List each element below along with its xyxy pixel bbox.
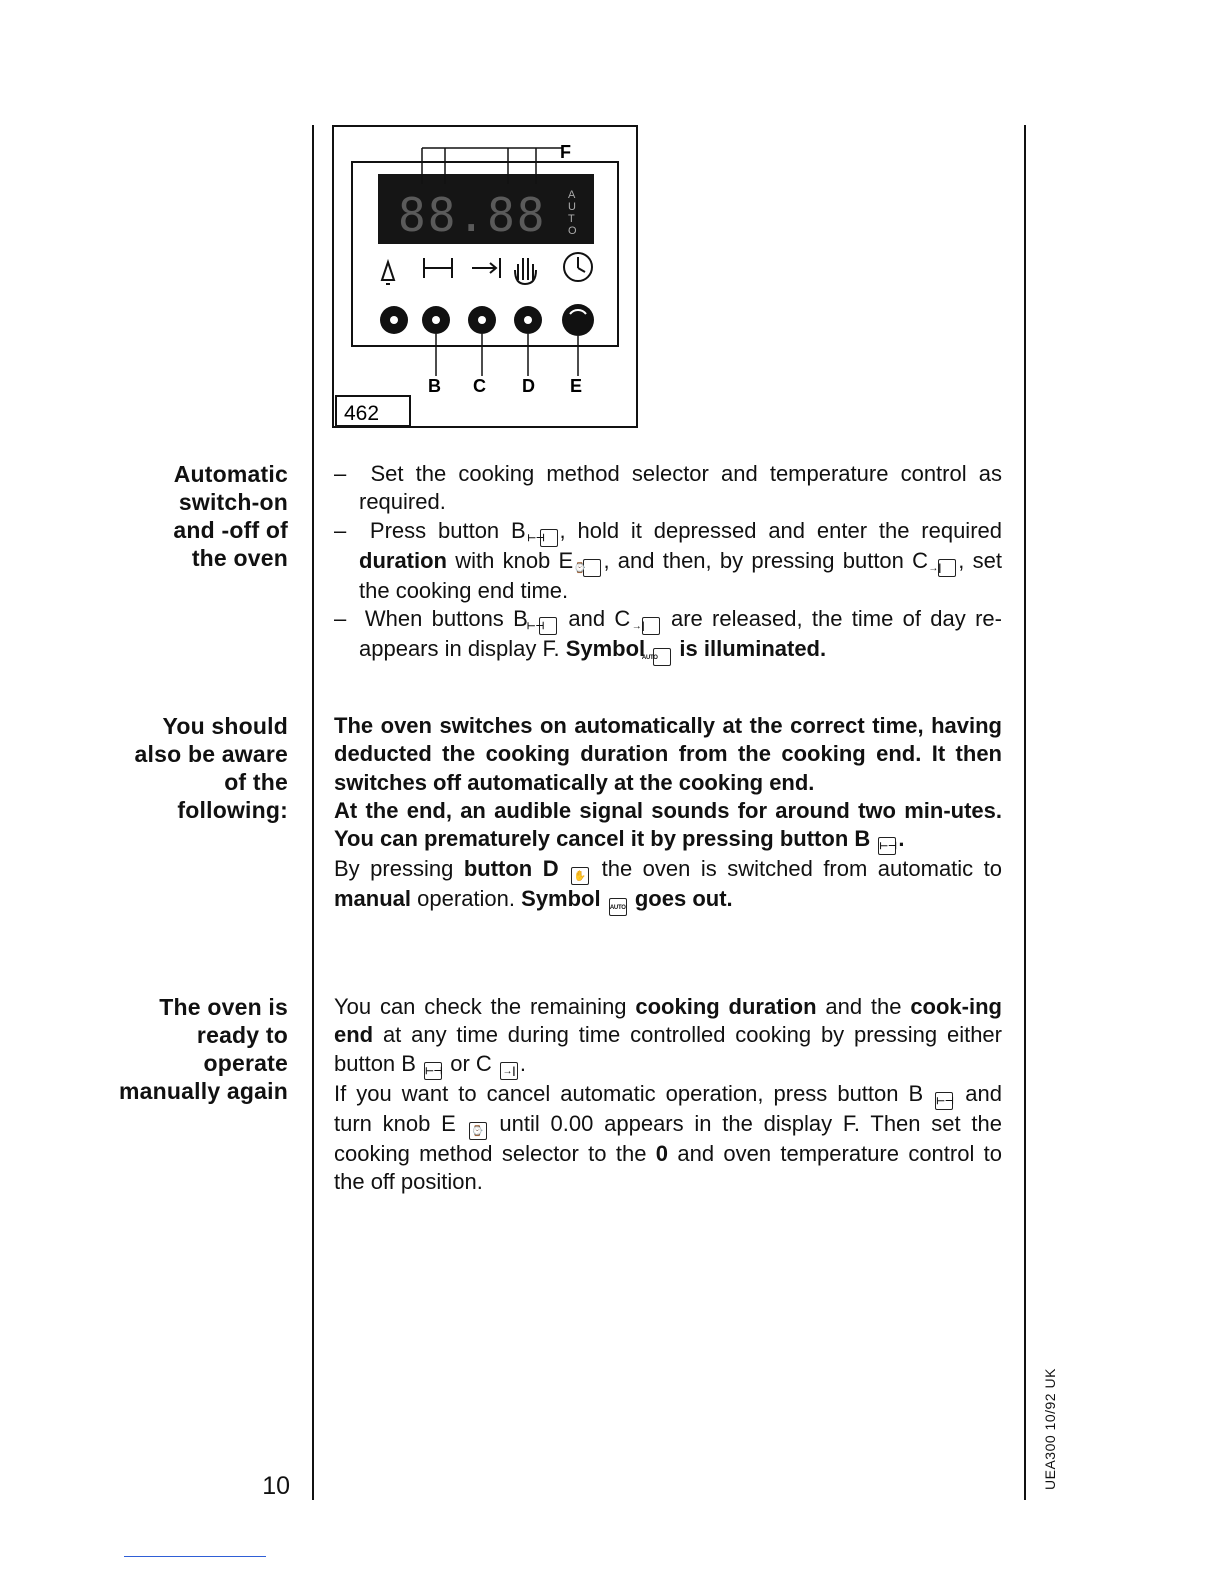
duration-icon: ⊢⊣ (424, 1062, 442, 1080)
duration-icon: ⊢⊣ (540, 529, 558, 547)
text-span: , set the cooking end time. (359, 547, 1002, 603)
heading-line: also be aware (134, 741, 288, 767)
paragraph-auto-switch: The oven switches on automatically at the correct time, having deducted the cooking duration from the cooking end. It then switches off automatically at the cooking end. (334, 713, 1002, 795)
section-aware-body (334, 712, 1002, 916)
text-span: When buttons B (364, 605, 528, 631)
bullet-1-text: Set the cooking method selector and temperature control as required. (359, 461, 1002, 515)
end-time-icon: →| (938, 559, 956, 577)
text-span: is illuminated. (679, 635, 827, 661)
text-span: manual (334, 886, 412, 912)
auto-letter-o: O (568, 225, 577, 237)
heading-line: and -off of (173, 517, 288, 543)
text-span: and C (568, 605, 631, 631)
label-c: C (473, 376, 486, 396)
text-span: You can check the remaining (334, 994, 627, 1019)
heading-you-should-be-aware (60, 712, 288, 824)
text-span: and the (825, 994, 902, 1019)
heading-line: Automatic (173, 461, 288, 487)
bullet-1: – Set the cooking method selector and temperature control as required. (334, 461, 1002, 515)
text-span: duration (359, 547, 447, 573)
text-span: By pressing (334, 856, 454, 882)
text-span: and oven temperature control to the off position. (334, 1140, 1003, 1194)
text-span: and turn knob E (334, 1080, 1002, 1136)
right-vertical-rule (1024, 125, 1026, 1500)
label-f: F (560, 142, 571, 162)
text-span: until 0.00 appears in the display F. Then set the cooking method selector to the (334, 1110, 1003, 1166)
heading-line: the oven (191, 545, 288, 571)
bullet-2: – Press button B ⊢⊣ , hold it depressed and enter the required duration with knob E ⌚ , and then, by pressing button C →| , set the cooking end time. (334, 517, 1002, 603)
bullet-3: – When buttons B ⊢⊣ and C →| are released, the time of day re-appears in display F. Symbol AUTO is illuminated. (334, 605, 1002, 666)
text-span: cook-ing end (334, 994, 1002, 1048)
text-span: cooking duration (635, 994, 817, 1019)
heading-line: operate (203, 1050, 288, 1076)
heading-line: The oven is (159, 994, 288, 1020)
heading-manual-again (60, 993, 288, 1105)
hand-icon: ✋ (571, 867, 589, 885)
text-span: 0 (655, 1140, 669, 1166)
auto-icon: AUTO (609, 898, 627, 916)
duration-icon: ⊢⊣ (935, 1092, 953, 1110)
control-panel-figure (330, 124, 642, 430)
text-span: , and then, by pressing button C (603, 547, 929, 573)
text-span: are released, the time of day re-appears in display F. (359, 605, 1002, 661)
document-code-text: UEA300 10/92 UK (1042, 1368, 1058, 1490)
label-b: B (428, 376, 441, 396)
text-span: Symbol (521, 886, 601, 912)
text-span: Symbol (565, 635, 646, 661)
knob-icon: ⌚ (583, 559, 601, 577)
duration-icon: ⊢⊣ (878, 837, 896, 855)
knob-icon: ⌚ (469, 1122, 487, 1140)
heading-line: switch-on (178, 489, 288, 515)
text-span: operation. (417, 886, 516, 912)
text-span: , hold it depressed and enter the required (559, 517, 1002, 543)
heading-automatic-switch (60, 460, 288, 572)
display-digits: 88.88 (398, 188, 547, 242)
page-number: 10 (262, 1472, 290, 1500)
text-span: with knob E (455, 547, 574, 573)
document-code (1042, 1340, 1072, 1500)
paragraph-check: You can check the remaining cooking duration and the cook-ing end at any time during time controlled cooking by pressing either button B ⊢⊣ or C →| . (334, 993, 1002, 1080)
text-span: or C (450, 1050, 492, 1076)
duration-icon: ⊢⊣ (539, 617, 557, 635)
heading-line: following: (177, 797, 288, 823)
auto-icon: AUTO (653, 648, 671, 666)
bottom-link-underline (124, 1556, 266, 1557)
paragraph-manual (334, 855, 1002, 916)
auto-letter-a: A (568, 189, 576, 201)
text-span: If you want to cancel automatic operation, press button B (334, 1080, 924, 1106)
end-time-icon: →| (642, 617, 660, 635)
auto-letter-u: U (568, 201, 576, 213)
heading-line: ready to (196, 1022, 288, 1048)
text-span: the oven is switched from automatic to (601, 856, 1003, 882)
heading-line: of the (224, 769, 288, 795)
section-manual-body (334, 993, 1002, 1196)
heading-line: You should (162, 713, 288, 739)
auto-letter-t: T (568, 213, 575, 225)
text-span: Press button B (369, 517, 526, 543)
label-e: E (570, 376, 583, 396)
end-time-icon: →| (500, 1062, 518, 1080)
label-d: D (522, 376, 535, 396)
text-span: button D (463, 856, 559, 882)
figure-number: 462 (344, 402, 380, 425)
text-span: at any time during time controlled cooking by pressing either button B (334, 1022, 1002, 1076)
paragraph-signal: At the end, an audible signal sounds for around two min-utes. You can prematurely cancel it by pressing button B ⊢⊣. (334, 797, 1002, 855)
heading-line: manually again (119, 1078, 288, 1104)
text-span: goes out. (634, 886, 733, 912)
text-span: At the end, an audible signal sounds for around two min-utes. You can prematurely cancel it by pressing button B (334, 797, 1002, 852)
left-vertical-rule (312, 125, 314, 1500)
paragraph-cancel (334, 1080, 1002, 1197)
section-automatic-body (334, 460, 1002, 666)
